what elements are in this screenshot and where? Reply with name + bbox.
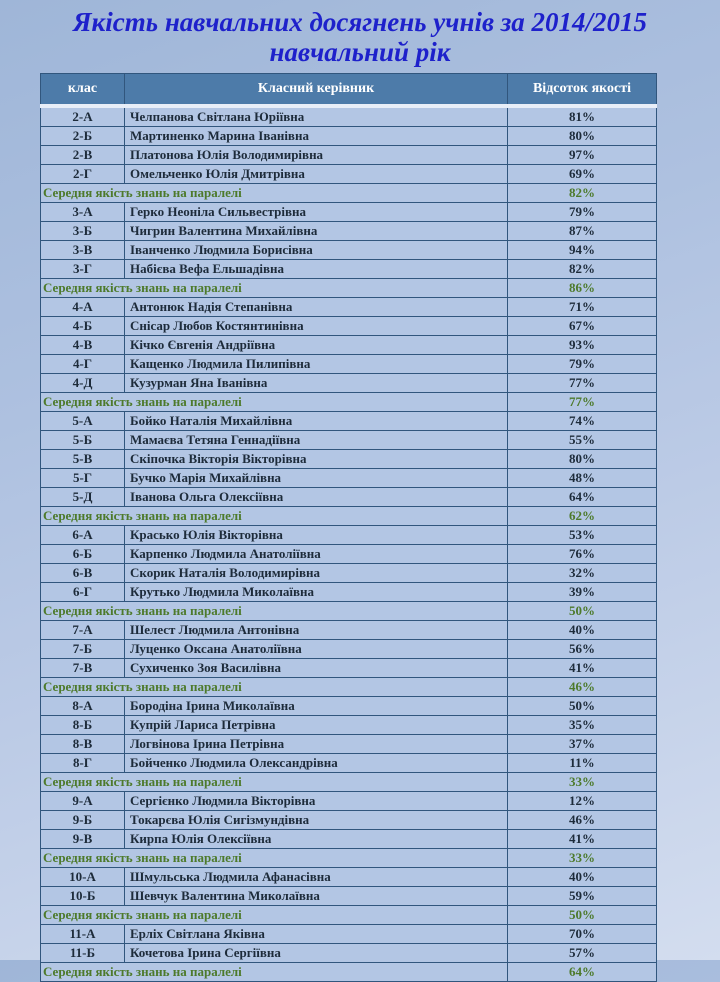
- table-row: [41, 127, 657, 146]
- cell-teacher: Токарєва Юлія Сигізмундівна: [125, 811, 508, 830]
- cell-teacher: Шмульська Людмила Афанасівна: [125, 868, 508, 887]
- summary-label: Середня якість знань на паралелі: [41, 279, 508, 298]
- summary-percent: 46%: [508, 678, 657, 697]
- cell-teacher: Платонова Юлія Володимирівна: [125, 146, 508, 165]
- table-row: [41, 564, 657, 583]
- cell-teacher: Логвінова Ірина Петрівна: [125, 735, 508, 754]
- cell-teacher: Кічко Євгенія Андріївна: [125, 336, 508, 355]
- cell-percent: 39%: [508, 583, 657, 602]
- cell-percent: 46%: [508, 811, 657, 830]
- summary-percent: 33%: [508, 849, 657, 868]
- table-row: [41, 830, 657, 849]
- cell-class: 6-Б: [41, 545, 125, 564]
- table-header: [41, 74, 657, 107]
- table-row: [41, 659, 657, 678]
- table-row: [41, 716, 657, 735]
- table-row: [41, 260, 657, 279]
- cell-teacher: Кащенко Людмила Пилипівна: [125, 355, 508, 374]
- cell-class: 5-Д: [41, 488, 125, 507]
- cell-teacher: Іванченко Людмила Борисівна: [125, 241, 508, 260]
- table-row: [41, 887, 657, 906]
- summary-label: Середня якість знань на паралелі: [41, 184, 508, 203]
- cell-class: 5-Г: [41, 469, 125, 488]
- summary-row: [41, 678, 657, 697]
- cell-class: 5-В: [41, 450, 125, 469]
- quality-table: [40, 73, 657, 982]
- cell-class: 4-В: [41, 336, 125, 355]
- cell-class: 4-Г: [41, 355, 125, 374]
- table-header-row: [41, 74, 657, 107]
- cell-class: 8-А: [41, 697, 125, 716]
- cell-percent: 82%: [508, 260, 657, 279]
- table-row: [41, 317, 657, 336]
- table-row: [41, 621, 657, 640]
- cell-class: 2-Б: [41, 127, 125, 146]
- summary-percent: 86%: [508, 279, 657, 298]
- table-row: [41, 925, 657, 944]
- cell-teacher: Шевчук Валентина Миколаївна: [125, 887, 508, 906]
- summary-percent: 50%: [508, 602, 657, 621]
- cell-teacher: Скорик Наталія Володимирівна: [125, 564, 508, 583]
- summary-label: Середня якість знань на паралелі: [41, 678, 508, 697]
- cell-teacher: Крутько Людмила Миколаївна: [125, 583, 508, 602]
- cell-percent: 70%: [508, 925, 657, 944]
- cell-class: 2-А: [41, 106, 125, 127]
- table-row: [41, 374, 657, 393]
- summary-row: [41, 279, 657, 298]
- cell-class: 7-В: [41, 659, 125, 678]
- summary-label: Середня якість знань на паралелі: [41, 602, 508, 621]
- table-body: [41, 106, 657, 982]
- cell-percent: 71%: [508, 298, 657, 317]
- table-row: [41, 469, 657, 488]
- cell-percent: 40%: [508, 868, 657, 887]
- table-row: [41, 735, 657, 754]
- cell-percent: 94%: [508, 241, 657, 260]
- summary-percent: 64%: [508, 963, 657, 982]
- cell-percent: 37%: [508, 735, 657, 754]
- summary-row: [41, 773, 657, 792]
- cell-percent: 57%: [508, 944, 657, 963]
- cell-class: 9-В: [41, 830, 125, 849]
- cell-teacher: Бучко Марія Михайлівна: [125, 469, 508, 488]
- cell-teacher: Чигрин Валентина Михайлівна: [125, 222, 508, 241]
- summary-row: [41, 963, 657, 982]
- summary-label: Середня якість знань на паралелі: [41, 963, 508, 982]
- cell-class: 3-Г: [41, 260, 125, 279]
- cell-teacher: Кузурман Яна Іванівна: [125, 374, 508, 393]
- summary-row: [41, 184, 657, 203]
- cell-teacher: Антонюк Надія Степанівна: [125, 298, 508, 317]
- summary-percent: 50%: [508, 906, 657, 925]
- cell-percent: 79%: [508, 355, 657, 374]
- cell-teacher: Снісар Любов Костянтинівна: [125, 317, 508, 336]
- cell-percent: 81%: [508, 106, 657, 127]
- cell-class: 7-Б: [41, 640, 125, 659]
- cell-class: 4-А: [41, 298, 125, 317]
- summary-label: Середня якість знань на паралелі: [41, 507, 508, 526]
- cell-class: 6-А: [41, 526, 125, 545]
- table-row: [41, 697, 657, 716]
- cell-percent: 32%: [508, 564, 657, 583]
- cell-class: 11-Б: [41, 944, 125, 963]
- table-row: [41, 526, 657, 545]
- table-row: [41, 106, 657, 127]
- summary-percent: 33%: [508, 773, 657, 792]
- cell-percent: 35%: [508, 716, 657, 735]
- table-row: [41, 868, 657, 887]
- cell-teacher: Омельченко Юлія Дмитрівна: [125, 165, 508, 184]
- table-row: [41, 165, 657, 184]
- cell-percent: 48%: [508, 469, 657, 488]
- cell-teacher: Герко Неоніла Сильвестрівна: [125, 203, 508, 222]
- summary-row: [41, 602, 657, 621]
- cell-percent: 64%: [508, 488, 657, 507]
- cell-class: 8-В: [41, 735, 125, 754]
- summary-row: [41, 849, 657, 868]
- cell-percent: 55%: [508, 431, 657, 450]
- cell-teacher: Бородіна Ірина Миколаївна: [125, 697, 508, 716]
- cell-class: 2-В: [41, 146, 125, 165]
- cell-class: 9-А: [41, 792, 125, 811]
- cell-teacher: Мамаєва Тетяна Геннадіївна: [125, 431, 508, 450]
- table-row: [41, 754, 657, 773]
- cell-class: 11-А: [41, 925, 125, 944]
- cell-teacher: Сухиченко Зоя Василівна: [125, 659, 508, 678]
- table-row: [41, 298, 657, 317]
- cell-class: 2-Г: [41, 165, 125, 184]
- cell-teacher: Купрій Лариса Петрівна: [125, 716, 508, 735]
- cell-class: 5-Б: [41, 431, 125, 450]
- cell-class: 7-А: [41, 621, 125, 640]
- table-row: [41, 450, 657, 469]
- cell-percent: 76%: [508, 545, 657, 564]
- cell-teacher: Луценко Оксана Анатоліївна: [125, 640, 508, 659]
- cell-teacher: Кирпа Юлія Олексіївна: [125, 830, 508, 849]
- summary-row: [41, 906, 657, 925]
- cell-class: 3-В: [41, 241, 125, 260]
- summary-label: Середня якість знань на паралелі: [41, 849, 508, 868]
- cell-teacher: Мартиненко Марина Іванівна: [125, 127, 508, 146]
- cell-teacher: Скіпочка Вікторія Вікторівна: [125, 450, 508, 469]
- cell-percent: 87%: [508, 222, 657, 241]
- cell-teacher: Шелест Людмила Антонівна: [125, 621, 508, 640]
- cell-percent: 59%: [508, 887, 657, 906]
- cell-class: 10-Б: [41, 887, 125, 906]
- summary-row: [41, 393, 657, 412]
- summary-label: Середня якість знань на паралелі: [41, 393, 508, 412]
- cell-teacher: Ерліх Світлана Яківна: [125, 925, 508, 944]
- table-row: [41, 336, 657, 355]
- col-header-percent: Відсоток якості: [508, 74, 657, 107]
- table-row: [41, 431, 657, 450]
- cell-class: 6-В: [41, 564, 125, 583]
- cell-teacher: Набієва Вефа Ельшадівна: [125, 260, 508, 279]
- table-row: [41, 488, 657, 507]
- cell-percent: 80%: [508, 127, 657, 146]
- cell-teacher: Кочетова Ірина Сергіївна: [125, 944, 508, 963]
- cell-percent: 41%: [508, 659, 657, 678]
- table-row: [41, 241, 657, 260]
- cell-percent: 67%: [508, 317, 657, 336]
- cell-percent: 12%: [508, 792, 657, 811]
- cell-percent: 93%: [508, 336, 657, 355]
- cell-percent: 56%: [508, 640, 657, 659]
- cell-teacher: Бойченко Людмила Олександрівна: [125, 754, 508, 773]
- table-row: [41, 545, 657, 564]
- summary-label: Середня якість знань на паралелі: [41, 773, 508, 792]
- cell-percent: 50%: [508, 697, 657, 716]
- cell-class: 4-Д: [41, 374, 125, 393]
- cell-percent: 80%: [508, 450, 657, 469]
- cell-class: 4-Б: [41, 317, 125, 336]
- summary-row: [41, 507, 657, 526]
- cell-percent: 40%: [508, 621, 657, 640]
- summary-percent: 77%: [508, 393, 657, 412]
- cell-teacher: Карпенко Людмила Анатоліївна: [125, 545, 508, 564]
- table-row: [41, 146, 657, 165]
- summary-percent: 82%: [508, 184, 657, 203]
- cell-class: 9-Б: [41, 811, 125, 830]
- table-row: [41, 203, 657, 222]
- table-row: [41, 792, 657, 811]
- col-header-class: клас: [41, 74, 125, 107]
- table-row: [41, 222, 657, 241]
- table-row: [41, 412, 657, 431]
- cell-percent: 79%: [508, 203, 657, 222]
- cell-class: 3-Б: [41, 222, 125, 241]
- cell-percent: 41%: [508, 830, 657, 849]
- cell-class: 3-А: [41, 203, 125, 222]
- cell-teacher: Красько Юлія Вікторівна: [125, 526, 508, 545]
- cell-class: 8-Г: [41, 754, 125, 773]
- cell-class: 10-А: [41, 868, 125, 887]
- page-title: Якість навчальних досягнень учнів за 2014/2015 навчальний рік: [72, 7, 648, 67]
- table-row: [41, 355, 657, 374]
- cell-class: 8-Б: [41, 716, 125, 735]
- cell-class: 5-А: [41, 412, 125, 431]
- table-row: [41, 811, 657, 830]
- cell-class: 6-Г: [41, 583, 125, 602]
- cell-percent: 69%: [508, 165, 657, 184]
- cell-percent: 77%: [508, 374, 657, 393]
- cell-percent: 11%: [508, 754, 657, 773]
- summary-percent: 62%: [508, 507, 657, 526]
- col-header-teacher: Класний керівник: [125, 74, 508, 107]
- cell-percent: 53%: [508, 526, 657, 545]
- cell-teacher: Бойко Наталія Михайлівна: [125, 412, 508, 431]
- cell-teacher: Челпанова Світлана Юріївна: [125, 106, 508, 127]
- cell-teacher: Іванова Ольга Олексіївна: [125, 488, 508, 507]
- cell-teacher: Сергієнко Людмила Вікторівна: [125, 792, 508, 811]
- table-row: [41, 583, 657, 602]
- cell-percent: 97%: [508, 146, 657, 165]
- table-row: [41, 640, 657, 659]
- summary-label: Середня якість знань на паралелі: [41, 906, 508, 925]
- cell-percent: 74%: [508, 412, 657, 431]
